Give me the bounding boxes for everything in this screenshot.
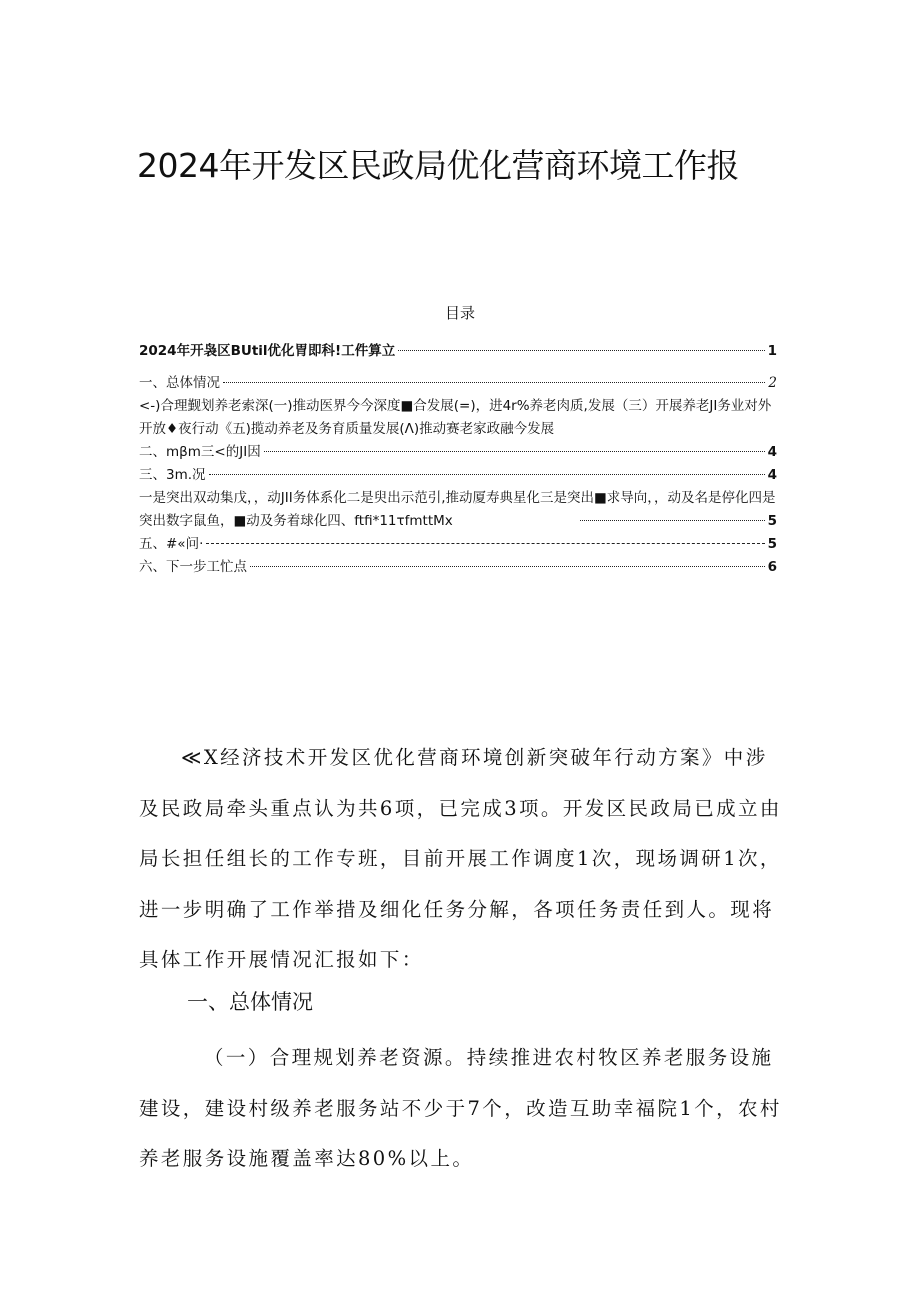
section-heading: 一、总体情况 [187,990,313,1014]
toc-entry-text [139,487,777,533]
document-title: 2024年开发区民政局优化营商环境工作报 [137,146,739,185]
toc-entry-page: 5 [767,513,777,529]
toc-heading: 目录 [444,304,475,322]
toc-leader [264,451,765,452]
toc-entry-text-content: 一是突出双动集戊，，动JII务体系化二是臾出示范引,推动厦寿典星化三是突出■求导向，，动及名是停化四是突出数字鼠鱼，■动及务着球化四、ftfi*11τfmttMx [139,490,776,529]
toc-leader [206,543,764,544]
toc-entry[interactable] [139,556,777,579]
toc-leader [209,474,765,475]
toc-entry-text: 2024年开袅区BUtil优化胃即科!工件算立 [139,343,396,359]
toc-entry[interactable] [139,533,777,556]
toc-leader [250,566,765,567]
toc-entry[interactable] [139,441,777,464]
toc-entry-page: 1 [767,343,777,359]
toc-entry[interactable] [139,395,777,441]
toc-entry[interactable] [139,340,777,363]
toc-entry-text: 六、下一步工忙点 [139,559,247,575]
toc-entry-text: 五、#«问· [139,536,204,552]
toc-entry-text: <-)合理觐划养老索深(一)推动医界今今深度■合发展(=)，进4r%养老肉质,发展（三）开展养老JI务业对外开放♦夜行动《五)揽动养老及务育质量发展(Λ)推动赛老家政融今发展 [139,398,772,437]
toc-entry[interactable] [139,372,777,395]
toc-entry-text: 一、总体情况 [139,375,220,391]
toc-leader [580,520,765,521]
toc-entry-text: 二、mβm三<的JI因 [139,444,261,460]
section-paragraph: （一）合理规划养老资源。持续推进农村牧区养老服务设施建设，建设村级养老服务站不少于7个，改造互助幸福院1个，农村养老服务设施覆盖率达80%以上。 [139,1046,782,1170]
toc-entry-page: 6 [767,559,777,575]
intro-paragraph: ≪X经济技术开发区优化营商环境创新突破年行动方案》中涉及民政局牵头重点认为共6项，已完成3项。开发区民政局已成立由局长担任组长的工作专班，目前开展工作调度1次，现场调研1次，进一步明确了工作举措及细化任务分解，各项任务责任到人。现将具体工作开展情况汇报如下： [139,746,782,971]
toc-entry-page: 4 [767,467,777,483]
table-of-contents [139,340,777,579]
toc-entry-page: 4 [767,444,777,460]
toc-entry[interactable] [139,487,777,533]
toc-leader [398,350,764,351]
toc-entry[interactable] [139,464,777,487]
toc-entry-text: 三、3m.况 [139,467,206,483]
toc-entry-page: 5 [767,536,777,552]
toc-leader [223,382,765,383]
toc-entry-page: 2 [768,375,777,391]
